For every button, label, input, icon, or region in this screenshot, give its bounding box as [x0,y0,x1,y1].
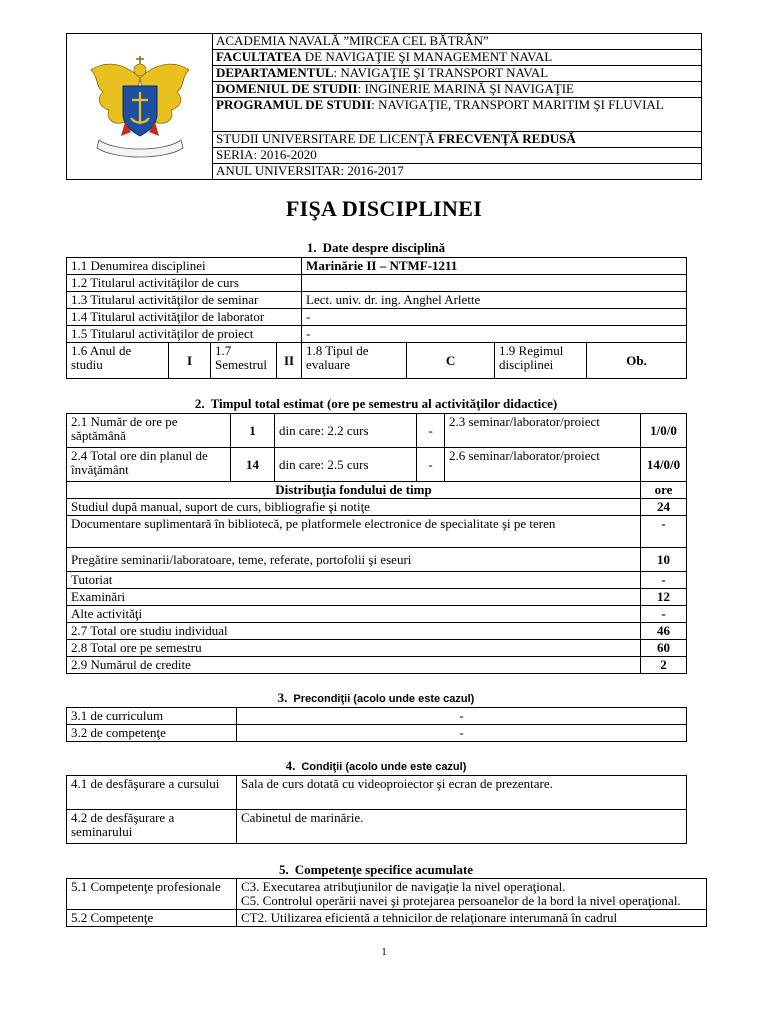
row-value: - [641,516,687,548]
crest-logo-cell [67,34,213,180]
hours-total-label: 2.4 Total ore din planul de învăţământ [67,448,231,482]
year-label: 1.6 Anul de studiu [67,343,169,379]
course-value: - [417,448,445,482]
table-row [67,640,687,657]
row-label: Documentare suplimentară în bibliotecă, pe platformele electronice de specialitate şi pe teren [67,516,641,548]
row-label: 3.1 de curriculum [67,708,237,725]
table-row [67,776,687,810]
row-label: 2.9 Numărul de credite [67,657,641,674]
table-row [67,910,707,927]
row-value: 24 [641,499,687,516]
table-row [67,572,687,589]
table-row [67,482,687,499]
header-line-1: ACADEMIA NAVALĂ ”MIRCEA CEL BĂTRÂN” [213,34,702,50]
row-label: 2.7 Total ore studiu individual [67,623,641,640]
row-label: 2.8 Total ore pe semestru [67,640,641,657]
row-value: - [237,708,687,725]
row-label: 1.2 Titularul activităţilor de curs [67,275,302,292]
row-label: 4.2 de desfăşurare a seminarului [67,810,237,844]
row-value: 2 [641,657,687,674]
row-value: Sala de curs dotată cu videoproiector şi ecran de prezentare. [237,776,687,810]
row-label: Alte activităţi [67,606,641,623]
semester-value: II [277,343,302,379]
row-label: Studiul după manual, suport de curs, bibliografie şi notiţe [67,499,641,516]
section5-heading: 5. Competenţe specifice acumulate [278,862,474,877]
seminar-value: 1/0/0 [641,414,687,448]
row-value: - [302,309,687,326]
header-table [66,33,702,180]
table-row [67,725,687,742]
competence-c3: C3. Executarea atribuţiunilor de navigaţie la nivel operaţional. [241,879,566,894]
section3-table [66,707,687,742]
seminar-label: 2.3 seminar/laborator/proiect [445,414,641,448]
table-row [67,292,687,309]
header-line-7: SERIA: 2016-2020 [213,148,702,164]
table-row [67,879,707,910]
header-line-3: DEPARTAMENTUL: NAVIGAŢIE ŞI TRANSPORT NAVAL [213,66,702,82]
course-label: din care: 2.2 curs [275,414,417,448]
row-label: Examinări [67,589,641,606]
row-label: 5.1 Competenţe profesionale [67,879,237,910]
hours-week-label: 2.1 Număr de ore pe săptămână [67,414,231,448]
row-value [237,879,707,910]
distribution-unit: ore [641,482,687,499]
section1-heading: 1. Date despre disciplină [306,240,446,255]
row-value: - [302,326,687,343]
row-label: Tutoriat [67,572,641,589]
header-line-2: FACULTATEA DE NAVIGAŢIE ŞI MANAGEMENT NAVAL [213,50,702,66]
row-value: 46 [641,623,687,640]
table-row [67,326,687,343]
course-label: din care: 2.5 curs [275,448,417,482]
table-row [67,548,687,572]
table-row [67,275,687,292]
page-number: 1 [381,946,387,958]
row-value: Marinărie II – NTMF-1211 [302,258,687,275]
table-row [67,343,687,379]
header-line-4: DOMENIUL DE STUDII: INGINERIE MARINĂ ŞI NAVIGAŢIE [213,82,702,98]
row-value: CT2. Utilizarea eficientă a tehnicilor de relaţionare interumană în cadrul [237,910,707,927]
table-row [67,499,687,516]
table-row [67,657,687,674]
row-label: 4.1 de desfăşurare a cursului [67,776,237,810]
row-label: 1.1 Denumirea disciplinei [67,258,302,275]
row-value: - [641,572,687,589]
row-value: - [641,606,687,623]
table-row [67,258,687,275]
evaluation-label: 1.8 Tipul de evaluare [302,343,407,379]
hours-total-value: 14 [231,448,275,482]
row-label: Pregătire seminarii/laboratoare, teme, referate, portofolii şi eseuri [67,548,641,572]
regime-label: 1.9 Regimul disciplinei [495,343,587,379]
year-value: I [169,343,211,379]
table-row [67,516,687,548]
section1-table [66,257,687,379]
row-label: 1.5 Titularul activităţilor de proiect [67,326,302,343]
table-row [67,708,687,725]
evaluation-value: C [407,343,495,379]
academy-crest-icon [85,48,195,163]
row-label: 1.3 Titularul activităţilor de seminar [67,292,302,309]
table-row [67,589,687,606]
header-line-6: STUDII UNIVERSITARE DE LICENŢĂ FRECVENŢĂ REDUSĂ [213,132,702,148]
section4-heading: 4. Condiţii (acolo unde este cazul) [285,758,467,773]
header-line-5: PROGRAMUL DE STUDII: NAVIGAŢIE, TRANSPORT MARITIM ŞI FLUVIAL [213,98,702,132]
table-row [67,414,687,448]
course-value: - [417,414,445,448]
section2-table [66,413,687,674]
row-value: 12 [641,589,687,606]
row-label: 5.2 Competenţe [67,910,237,927]
section3-heading: 3. Precondiţii (acolo unde este cazul) [277,690,475,705]
row-value: - [237,725,687,742]
hours-week-value: 1 [231,414,275,448]
table-row [67,606,687,623]
header-line-8: ANUL UNIVERSITAR: 2016-2017 [213,164,702,180]
row-value: Lect. univ. dr. ing. Anghel Arlette [302,292,687,309]
row-value: 10 [641,548,687,572]
semester-label: 1.7 Semestrul [211,343,277,379]
competence-c5: C5. Controlul operării navei şi protejarea persoanelor de la bord la nivel operaţional. [241,893,681,908]
section4-table [66,775,687,844]
row-value [302,275,687,292]
table-row [67,623,687,640]
distribution-heading: Distribuţia fondului de timp [67,482,641,499]
section2-heading: 2. Timpul total estimat (ore pe semestru al activităţilor didactice) [194,396,558,411]
seminar-value: 14/0/0 [641,448,687,482]
row-value: Cabinetul de marinărie. [237,810,687,844]
table-row [67,448,687,482]
table-row [67,810,687,844]
row-value: 60 [641,640,687,657]
row-label: 1.4 Titularul activităţilor de laborator [67,309,302,326]
table-row [67,309,687,326]
page-title: FIŞA DISCIPLINEI [285,196,483,221]
regime-value: Ob. [587,343,687,379]
seminar-label: 2.6 seminar/laborator/proiect [445,448,641,482]
row-label: 3.2 de competenţe [67,725,237,742]
section5-table [66,878,707,927]
